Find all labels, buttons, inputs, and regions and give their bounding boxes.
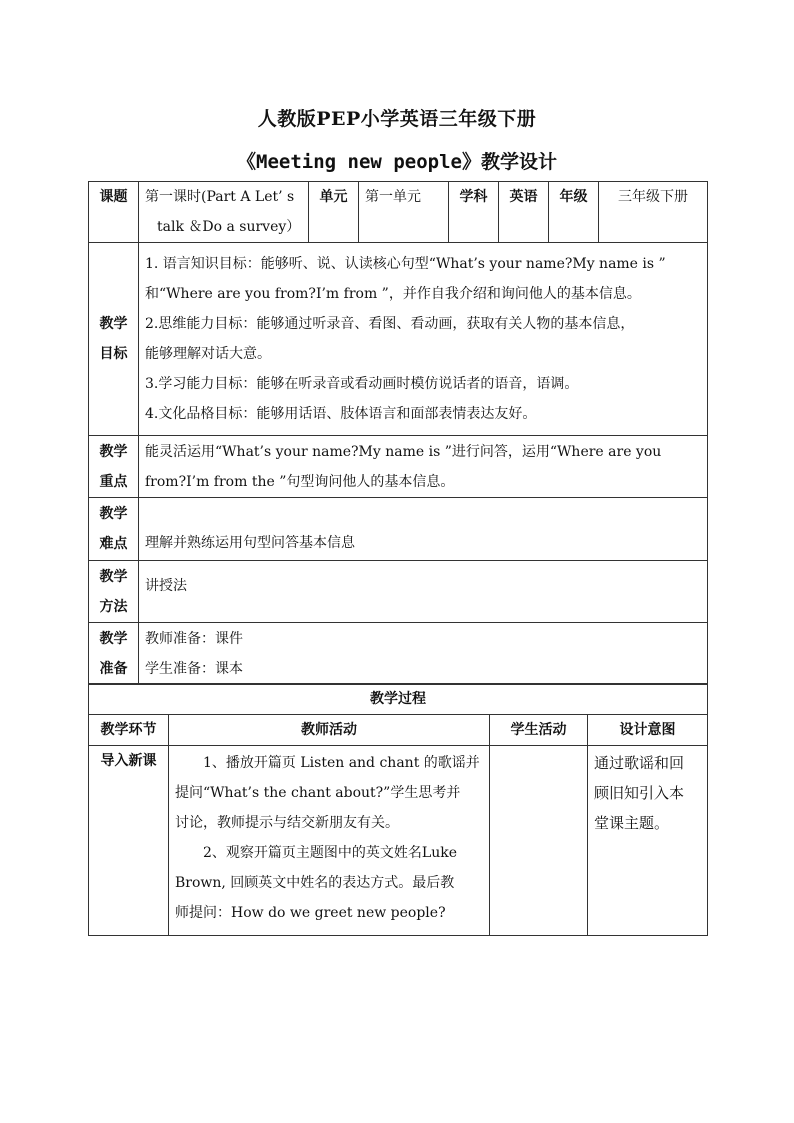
objectives-label-line2: 目标 — [99, 346, 128, 362]
unit-value: 第一单元 — [359, 182, 449, 243]
intent-line: 顾旧知引入本 — [594, 784, 685, 802]
objectives-label — [89, 243, 139, 436]
key-points-label-line1: 教学 — [99, 443, 128, 460]
teacher-line: 2、观察开篇页主题图中的英文姓名Luke — [203, 845, 457, 861]
teacher-activity-cell — [169, 746, 490, 936]
process-row — [89, 746, 708, 936]
method-label-line1: 教学 — [99, 568, 128, 585]
teacher-line: 讨论，教师提示与结交新朋友有关。 — [175, 815, 399, 831]
unit-label: 单元 — [309, 182, 359, 243]
info-row — [89, 182, 708, 243]
objective-line: 和“Where are you from?I’m from ”，并作自我介绍和询问他人的基本信息。 — [145, 286, 641, 302]
key-point-line: 能灵活运用“What’s your name?My name is ”进行问答，运用“Where are you — [145, 443, 662, 460]
key-points-label-line2: 重点 — [99, 473, 128, 490]
objective-line: 1. 语言知识目标：能够听、说、认读核心句型“What’s your name?My name is ” — [145, 256, 666, 272]
teaching-process-table — [88, 683, 708, 936]
header-stage: 教学环节 — [89, 715, 169, 746]
teacher-line: 1、播放开篇页 Listen and chant 的歌谣并 — [203, 755, 480, 771]
preparation-label — [89, 623, 139, 685]
subject-value-line1: 第一课时(Part A Let’ s — [145, 189, 295, 205]
subject-value-line2: talk ＆Do a survey） — [157, 219, 301, 235]
objective-line: 3.学习能力目标：能够在听录音或看动画时模仿说话者的语音，语调。 — [145, 376, 579, 392]
difficulties-label-line2: 难点 — [99, 536, 128, 552]
grade-value: 三年级下册 — [599, 182, 708, 243]
preparation-content — [139, 623, 708, 685]
subject-label: 课题 — [89, 182, 139, 243]
intent-line: 堂课主题。 — [594, 814, 670, 832]
process-title-row — [89, 684, 708, 715]
teacher-line: 师提问：How do we greet new people? — [175, 905, 446, 921]
header-design-intent: 设计意图 — [588, 715, 708, 746]
preparation-label-line1: 教学 — [99, 630, 128, 647]
student-activity-cell — [490, 746, 588, 936]
student-preparation: 学生准备：课本 — [145, 660, 243, 677]
teacher-line: Brown, 回顾英文中姓名的表达方式。最后教 — [175, 875, 455, 891]
objectives-row — [89, 243, 708, 436]
subtitle-open: 《 — [237, 151, 257, 173]
key-point-line: from?I’m from the ”句型询问他人的基本信息。 — [145, 473, 455, 490]
key-points-row — [89, 436, 708, 498]
stage-cell: 导入新课 — [89, 746, 169, 936]
process-header-row — [89, 715, 708, 746]
intent-line: 通过歌谣和回 — [594, 754, 685, 772]
design-intent-cell — [588, 746, 708, 936]
objective-line: 2.思维能力目标：能够通过听录音、看图、看动画，获取有关人物的基本信息， — [145, 316, 635, 332]
key-points-content — [139, 436, 708, 498]
grade-label: 年级 — [549, 182, 599, 243]
course-value: 英语 — [499, 182, 549, 243]
subtitle-close: 》教学设计 — [461, 151, 557, 173]
document-subtitle — [0, 147, 794, 174]
method-content: 讲授法 — [139, 561, 708, 623]
key-points-label — [89, 436, 139, 498]
objective-line: 4.文化品格目标：能够用话语、肢体语言和面部表情表达友好。 — [145, 406, 537, 422]
difficulties-row — [89, 498, 708, 561]
difficulties-label — [89, 498, 139, 561]
header-student-activity: 学生活动 — [490, 715, 588, 746]
difficulties-content: 理解并熟练运用句型问答基本信息 — [139, 498, 708, 561]
preparation-row — [89, 623, 708, 685]
course-label: 学科 — [449, 182, 499, 243]
objectives-content — [139, 243, 708, 436]
objective-line: 能够理解对话大意。 — [145, 346, 271, 362]
teacher-preparation: 教师准备：课件 — [145, 630, 243, 647]
document-title: 人教版PEP小学英语三年级下册 — [257, 108, 537, 130]
method-label — [89, 561, 139, 623]
difficulties-label-line1: 教学 — [99, 506, 128, 522]
objectives-label-line1: 教学 — [99, 316, 128, 332]
header-teacher-activity: 教师活动 — [169, 715, 490, 746]
method-label-line2: 方法 — [99, 598, 128, 615]
subject-value — [139, 182, 309, 243]
lesson-info-table — [88, 181, 708, 685]
teacher-line: 提问“What’s the chant about?”学生思考并 — [175, 785, 461, 801]
process-title: 教学过程 — [89, 684, 708, 715]
method-row — [89, 561, 708, 623]
preparation-label-line2: 准备 — [99, 660, 128, 677]
subtitle-english: Meeting new people — [256, 151, 462, 173]
